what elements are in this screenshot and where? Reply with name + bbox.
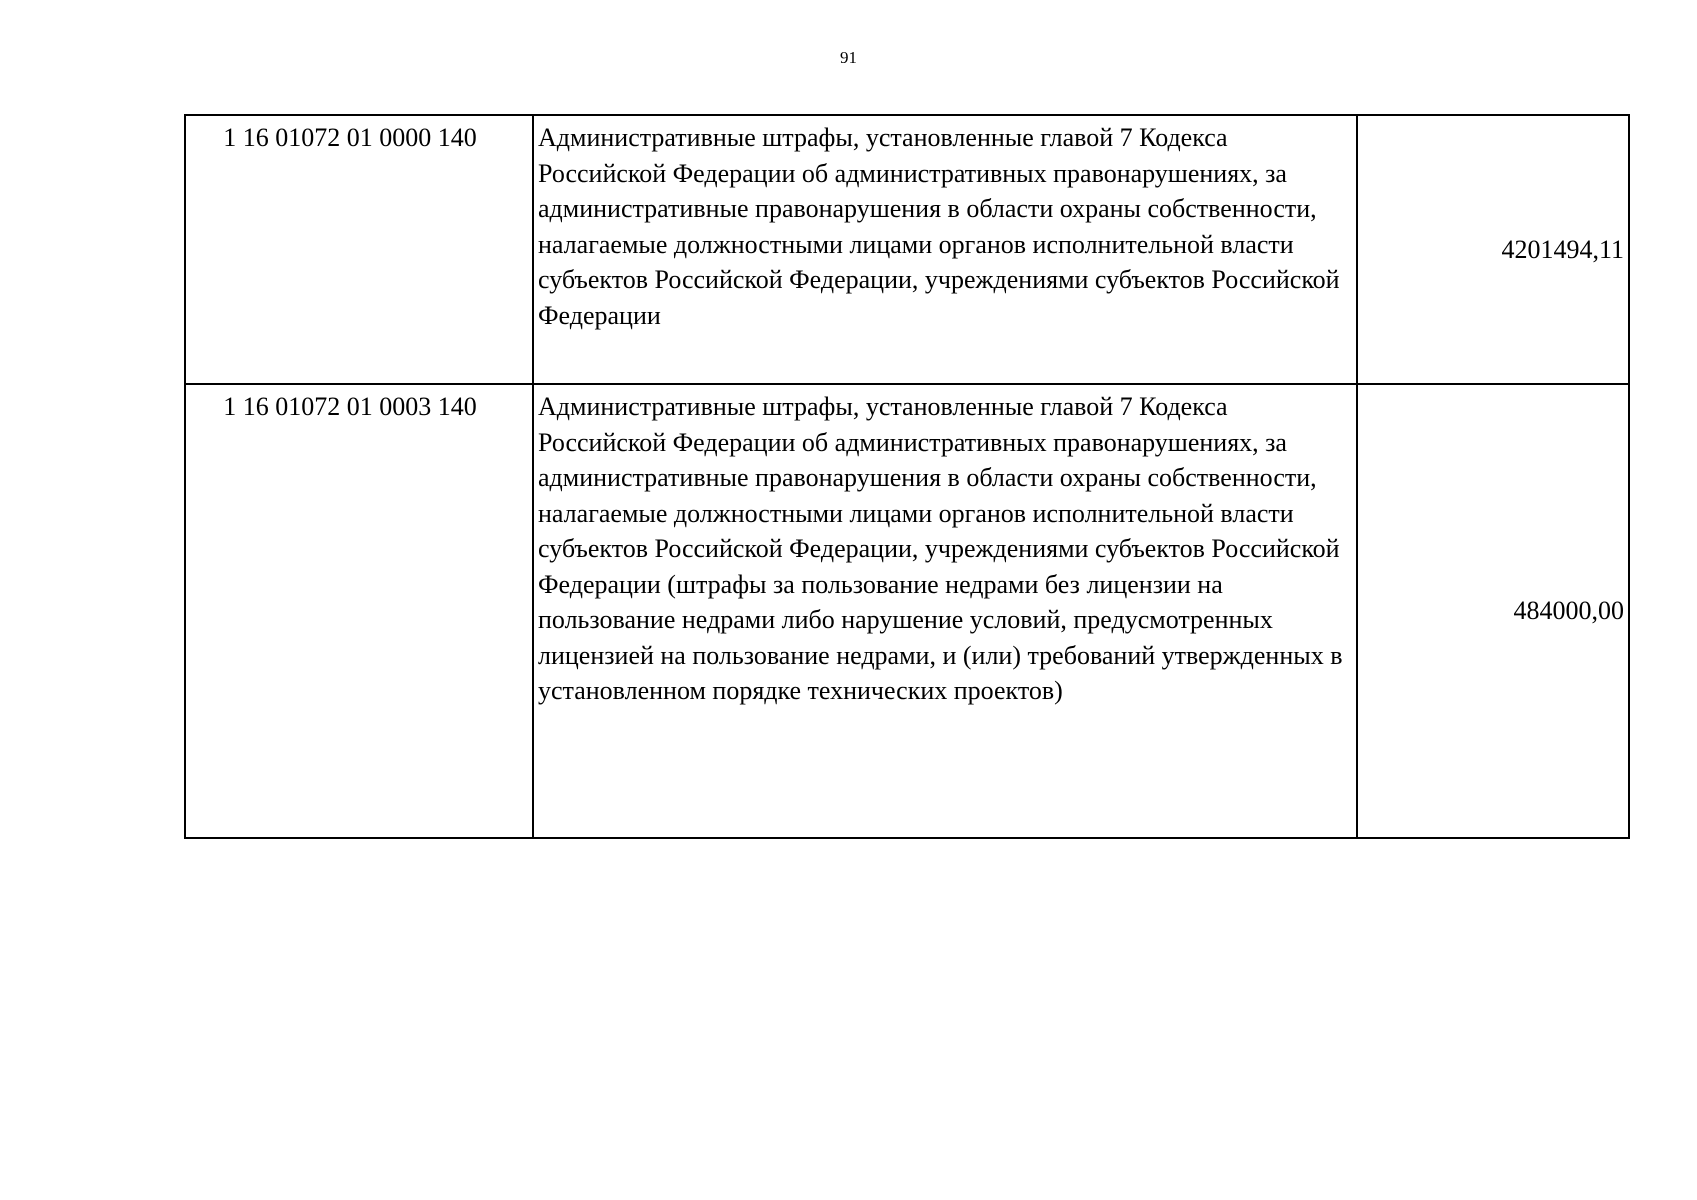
table-row [185,384,1629,838]
description-cell: Административные штрафы, установленные главой 7 Кодекса Российской Федерации об административных правонарушениях, за административные правонарушения в области охраны собственности, налагаемые должностными лицами органов исполнительной власти субъектов Российской Федерации, учреждениями субъектов Российской Федерации (штрафы за пользование недрами без лицензии на пользование недрами либо нарушение условий, предусмотренных лицензией на пользование недрами, и (или) требований утвержденных в установленном порядке технических проектов) [533,384,1357,838]
table-row [185,115,1629,384]
amount-cell: 4201494,11 [1357,115,1629,384]
budget-code: 1 16 01072 01 0000 140 [223,123,477,152]
description-cell: Административные штрафы, установленные главой 7 Кодекса Российской Федерации об административных правонарушениях, за административные правонарушения в области охраны собственности, налагаемые должностными лицами органов исполнительной власти субъектов Российской Федерации, учреждениями субъектов Российской Федерации [533,115,1357,384]
amount-cell: 484000,00 [1357,384,1629,838]
budget-code: 1 16 01072 01 0003 140 [223,392,477,421]
budget-code-cell [185,115,533,384]
page-number: 91 [840,48,857,67]
budget-code-cell [185,384,533,838]
budget-table [184,114,1630,839]
